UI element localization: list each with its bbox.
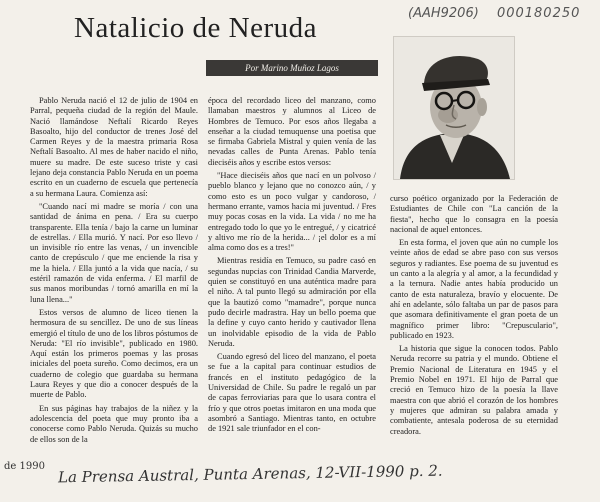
catalog-number: 000180250 [496, 6, 581, 21]
paragraph: Cuando egresó del liceo del manzano, el poeta se fue a la capital para continuar estudios de francés en el instituto pedagógico de la Universidad de Chile. Su padre le regaló un par de capas ferroviarias para que lo usara contra el frío y que otros poetas imitaron en una moda que asombró a Santiago. Mientras tanto, en octubre de 1921 sale triunfador en el con- [208, 352, 376, 434]
article-column-1 [30, 96, 198, 448]
catalog-stamp [408, 6, 580, 21]
paragraph: curso poético organizado por la Federación de Estudiantes de Chile con "La canción de la fiesta", hecho que lo consagra en la poesía nacional de aquel entonces. [390, 194, 558, 234]
paragraph: En sus páginas hay trabajos de la niñez y la adolescencia del poeta que muy pronto iba a conocerse como Pablo Neruda. Quizás su mucho de ellos son de la [30, 403, 198, 444]
article-column-2 [208, 96, 376, 438]
paragraph: Estos versos de alumno de liceo tienen la hermosura de su sencillez. De uno de sus líneas emergió el título de uno de los libros póstumos de Neruda: "El río invisible", publicado en 1980. Aquí están los primeros poemas y las prosas iniciales del poeta sureño. Como decimos, era un cuaderno de colegio que guardaba su hermana Laura Reyes y que dio a conocer después de la muerte de Pablo. [30, 307, 198, 400]
date-fragment: de 1990 [4, 461, 45, 472]
catalog-id: (AAH9206) [408, 6, 479, 21]
article-column-3 [390, 194, 558, 440]
portrait-illustration [394, 37, 514, 179]
author-byline: Por Marino Muñoz Lagos [206, 60, 378, 76]
paragraph: Pablo Neruda nació el 12 de julio de 1904 en Parral, pequeña ciudad de la región del Maule. Nació llamándose Neftalí Ricardo Reyes Basoalto, hijo del conductor de trenes José del Carmen Reyes y de la maestra primaria Rosa Neftalí Basoalto. Al mes de haber nacido el niño, muere su madre. De este suceso triste y casi lejano deja constancia Pablo Neruda en un poema escrito en un cuaderno de escuela que pertenecía a su hermana Laura. Comienza así: [30, 96, 198, 198]
article-title: Natalicio de Neruda [74, 12, 318, 44]
clipping-footer [0, 455, 600, 495]
paragraph: En esta forma, el joven que aún no cumple los veinte años de edad se abre paso con sus versos seguros y radiantes. Ese poema de su juventud es un canto a la alegría y al amor, a la fecundidad y a la ternura. Nadie antes había producido un canto de esta naturaleza, bravío y elocuente. De ahí en adelante, sólo faltaba un par de pasos para que asomara definitivamente el gran poeta de un magnífico primer libro: "Crepusculario", publicado en 1923. [390, 238, 558, 340]
paragraph: época del recordado liceo del manzano, como llamaban maestros y alumnos al Liceo de Hombres de Temuco. Por esos años llegaba a enseñar a la ciudad temuquense una poetisa que se firmaba Gabriela Mistral y quien venía de las nevadas calles de Punta Arenas. Pablo tenía dieciséis años y escribe estos versos: [208, 96, 376, 167]
paragraph: Mientras residía en Temuco, su padre casó en segundas nupcias con Trinidad Candia Marverde, quien se constituyó en una auténtica madre para el niño. A tal punto llegó su admiración por ella que la bautizó como "mamadre", porque nunca pudo decirle madrastra. Hay un bello poema que la define y cuyo canto herido y cautivador llena un inolvidable episodio de la vida de Pablo Neruda. [208, 256, 376, 348]
author-portrait-photo [393, 36, 515, 180]
poem-quote: "Hace dieciséis años que nací en un polvoso / pueblo blanco y lejano que no conozco aún, / y como esto es un poco vulgar y candoroso, / hermano errante, vamos hacia mi juventud. / Fres muy pocas cosas en la vida. La vida / no me ha entregado todo lo que yo le entregué, / y cicatricé y altivo me río de la herida... / ¡el dolor es a mí alma como dos es a tres!" [208, 171, 376, 253]
poem-quote: "Cuando nací mi madre se moría / con una santidad de ánima en pena. / Era su cuerpo transparente. Ella tenía / bajo la carne un luminar de estrellas. / Ella murió. Y nací. Por eso llevo / un invisible río entre las venas, / un invencible canto de crepúsculo / que me enciende la risa y me la hiela. / Ella juntó a la vida que nacía, / su estéril ramazón de vida enferma. / El marfil de sus manos moribundas / tornó amarilla en mí la luna llena..." [30, 201, 198, 304]
paragraph: La historia que sigue la conocen todos. Pablo Neruda recorre su patria y el mundo. Obtiene el Premio Nacional de Literatura en 1945 y el Premio Nobel en 1971. El hijo de Parral que creció en Temuco hizo de la poesía la llave maestra con que abrió el corazón de los hombres y mujeres que admiran su palabra amada y combatiente, antesala poderosa de su eternidad creadora. [390, 344, 558, 436]
handwritten-source-note: La Prensa Austral, Punta Arenas, 12-VII-1990 p. 2. [57, 461, 443, 487]
